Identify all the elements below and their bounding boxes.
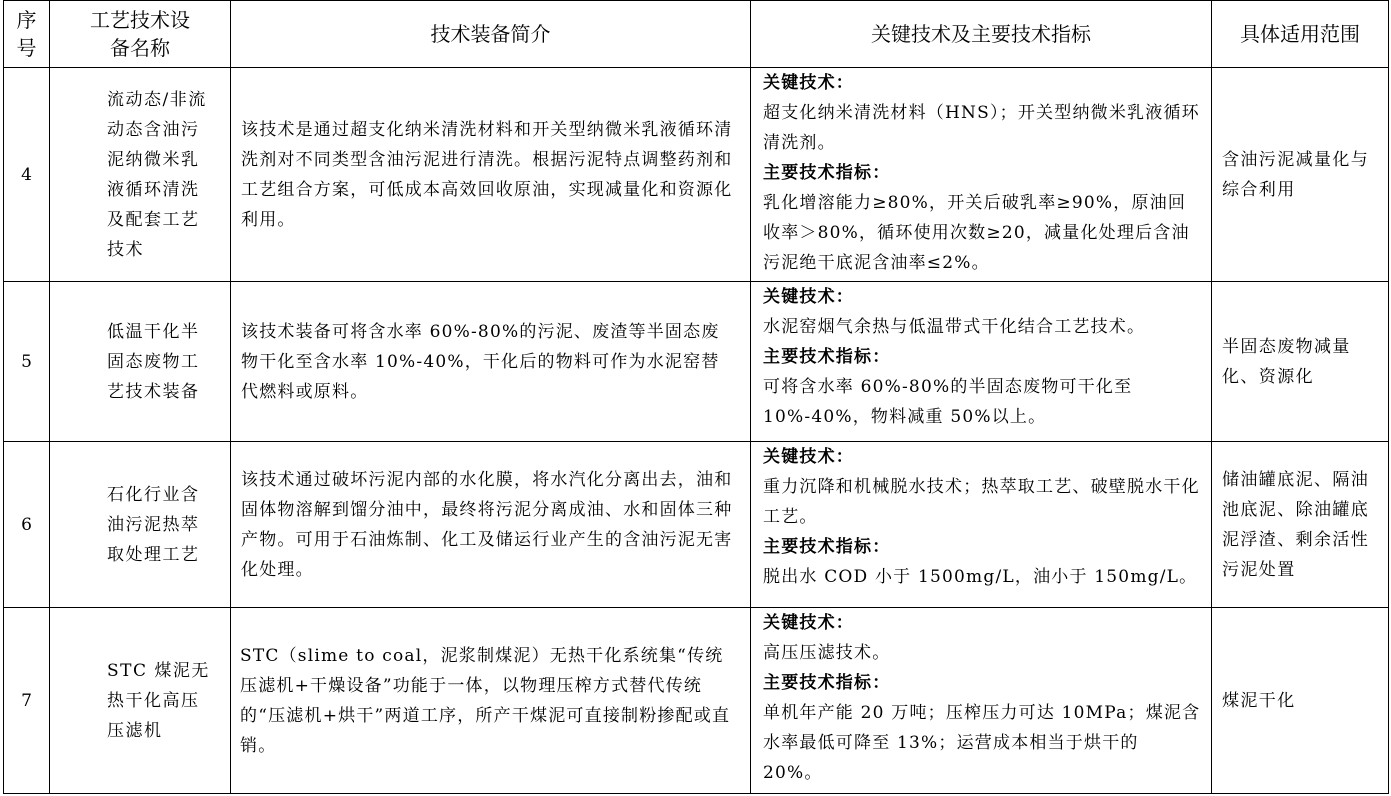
table-row <box>4 608 1389 794</box>
main-index-text: 单机年产能 20 万吨；压榨压力可达 10MPa；煤泥含水率最低可降至 13%；运营成本相当于烘干的 20%。 <box>763 703 1201 783</box>
row-intro: STC（slime to coal，泥浆制煤泥）无热干化系统集“传统压滤机+干燥设备”功能于一体，以物理压榨方式替代传统的“压滤机+烘干”两道工序，所产干煤泥可直接制粉掺配或直销。 <box>231 608 751 794</box>
row-scope: 含油污泥减量化与综合利用 <box>1212 68 1389 282</box>
main-index-label: 主要技术指标： <box>763 347 891 367</box>
row-seq: 4 <box>4 68 50 282</box>
row-scope: 半固态废物减量化、资源化 <box>1212 282 1389 442</box>
row-name: 流动态/非流动态含油污泥纳微米乳液循环清洗及配套工艺技术 <box>50 68 231 282</box>
key-tech-text: 高压压滤技术。 <box>763 643 891 663</box>
main-index-label: 主要技术指标： <box>763 673 891 693</box>
main-index-label: 主要技术指标： <box>763 163 891 183</box>
header-scope: 具体适用范围 <box>1212 1 1389 68</box>
row-name: 低温干化半固态废物工艺技术装备 <box>50 282 231 442</box>
table-row <box>4 282 1389 442</box>
header-name: 工艺技术设备名称 <box>50 1 231 68</box>
row-key <box>751 282 1212 442</box>
key-tech-text: 重力沉降和机械脱水技术；热萃取工艺、破壁脱水干化工艺。 <box>763 477 1200 527</box>
row-key <box>751 68 1212 282</box>
row-name: 石化行业含油污泥热萃取处理工艺 <box>50 442 231 608</box>
row-seq: 6 <box>4 442 50 608</box>
key-tech-label: 关键技术： <box>763 613 854 633</box>
main-index-label: 主要技术指标： <box>763 537 891 557</box>
table-row <box>4 442 1389 608</box>
row-intro: 该技术通过破坏污泥内部的水化膜，将水汽化分离出去，油和固体物溶解到馏分油中，最终将污泥分离成油、水和固体三种产物。可用于石油炼制、化工及储运行业产生的含油污泥无害化处理。 <box>231 442 751 608</box>
header-intro: 技术装备简介 <box>231 1 751 68</box>
key-tech-label: 关键技术： <box>763 447 854 467</box>
row-key <box>751 608 1212 794</box>
key-tech-label: 关键技术： <box>763 73 854 93</box>
row-scope: 储油罐底泥、隔油池底泥、除油罐底泥浮渣、剩余活性污泥处置 <box>1212 442 1389 608</box>
key-tech-text: 超支化纳米清洗材料（HNS）；开关型纳微米乳液循环清洗剂。 <box>763 103 1200 153</box>
row-name: STC 煤泥无热干化高压压滤机 <box>50 608 231 794</box>
row-intro: 该技术是通过超支化纳米清洗材料和开关型纳微米乳液循环清洗剂对不同类型含油污泥进行清洗。根据污泥特点调整药剂和工艺组合方案，可低成本高效回收原油，实现减量化和资源化利用。 <box>231 68 751 282</box>
header-seq: 序号 <box>4 1 50 68</box>
header-row <box>4 1 1389 68</box>
main-index-text: 脱出水 COD 小于 1500mg/L，油小于 150mg/L。 <box>763 567 1198 587</box>
main-index-text: 乳化增溶能力≥80%，开关后破乳率≥90%，原油回收率＞80%，循环使用次数≥20，减量化处理后含油污泥绝干底泥含油率≤2%。 <box>763 193 1190 273</box>
row-seq: 7 <box>4 608 50 794</box>
key-tech-label: 关键技术： <box>763 287 854 307</box>
row-scope: 煤泥干化 <box>1212 608 1389 794</box>
table-row <box>4 68 1389 282</box>
key-tech-text: 水泥窑烟气余热与低温带式干化结合工艺技术。 <box>763 317 1146 337</box>
main-index-text: 可将含水率 60%-80%的半固态废物可干化至 10%-40%，物料减重 50%以上。 <box>763 377 1133 427</box>
row-seq: 5 <box>4 282 50 442</box>
row-key <box>751 442 1212 608</box>
header-key: 关键技术及主要技术指标 <box>751 1 1212 68</box>
row-intro: 该技术装备可将含水率 60%-80%的污泥、废渣等半固态废物干化至含水率 10%-40%，干化后的物料可作为水泥窑替代燃料或原料。 <box>231 282 751 442</box>
technology-table <box>3 0 1389 794</box>
